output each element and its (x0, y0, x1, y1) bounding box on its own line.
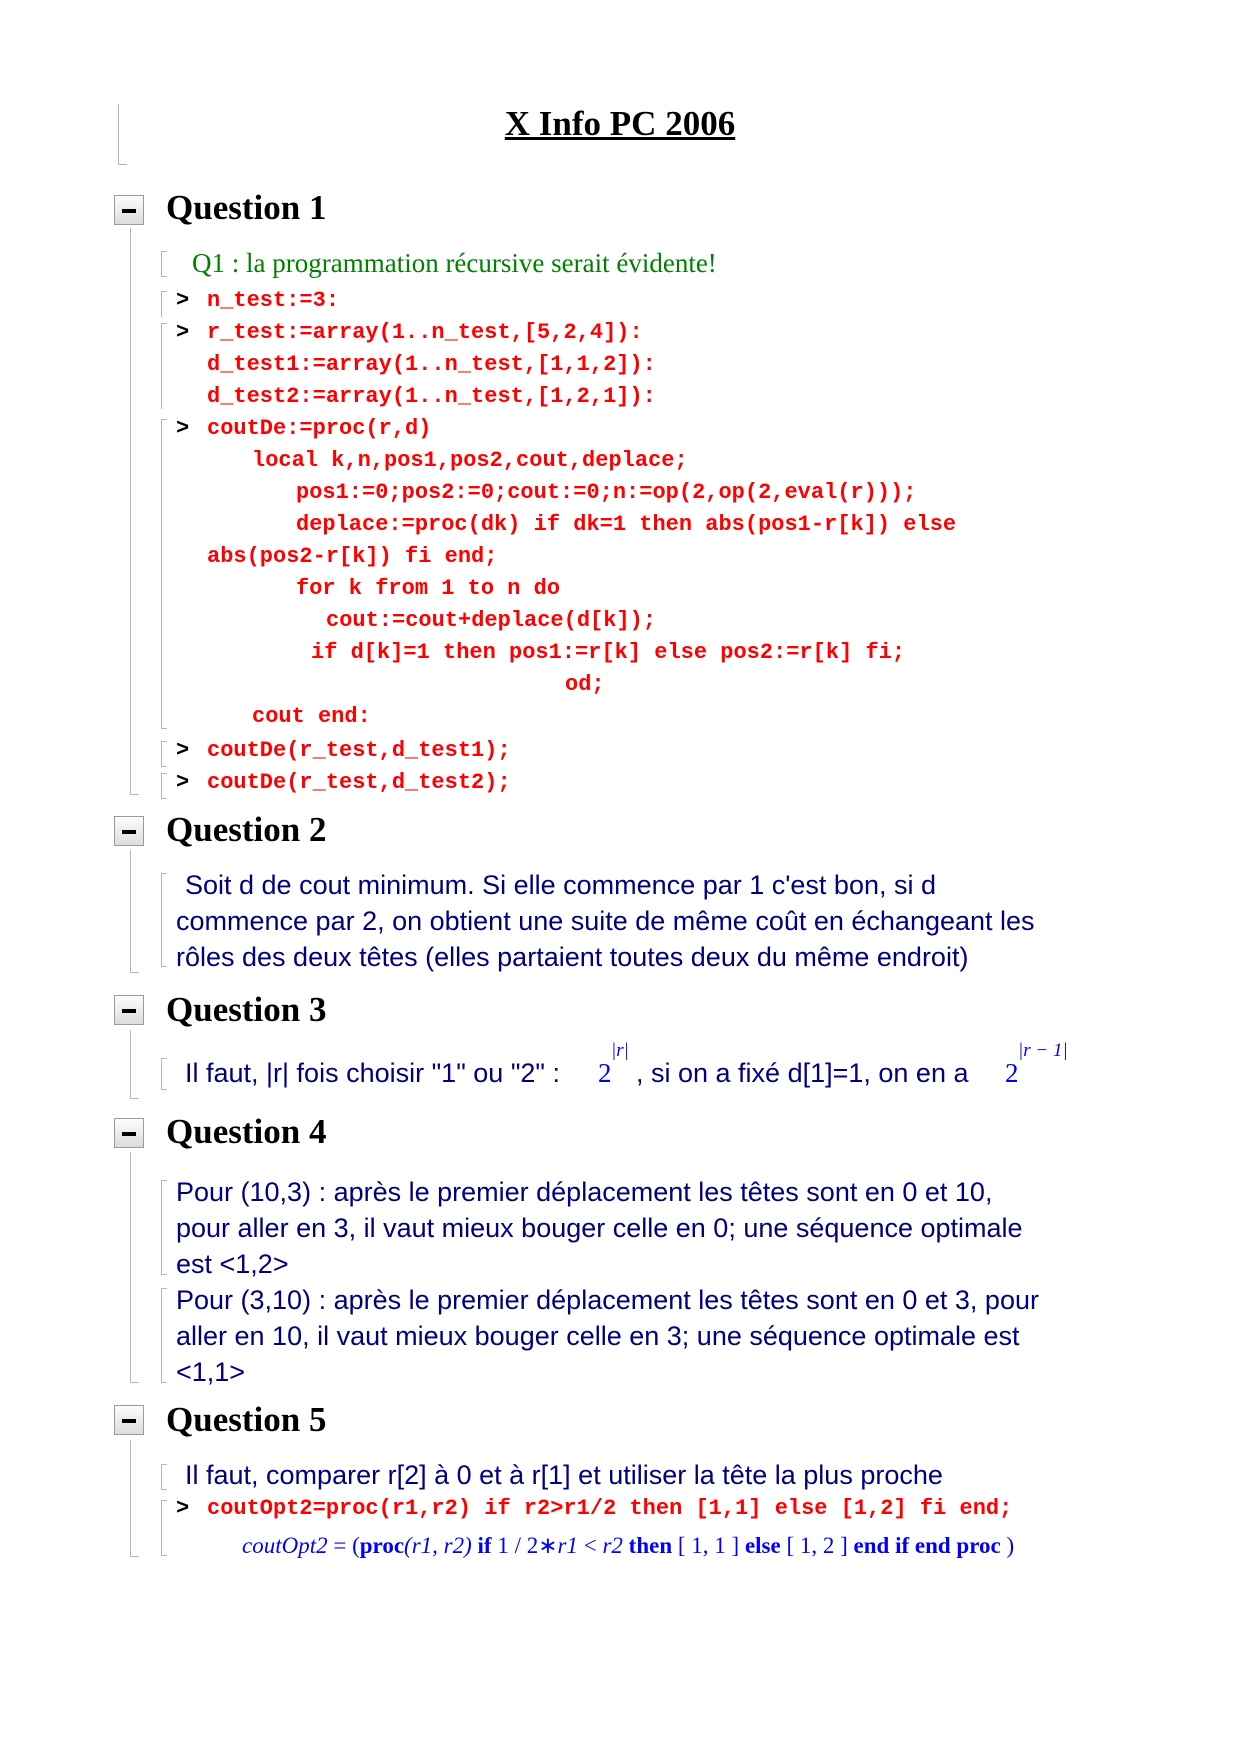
code-line-16[interactable]: coutDe(r_test,d_test2); (207, 770, 511, 795)
code-line-11[interactable]: cout:=cout+deplace(d[k]); (326, 608, 657, 633)
q5-out-eq: = ( (327, 1533, 360, 1558)
q5-out-if: if (477, 1533, 492, 1558)
q3-text-a: Il faut, |r| fois choisir "1" ou "2" : (185, 1058, 561, 1088)
q5-out-else: else (744, 1533, 781, 1558)
code-line-14[interactable]: cout end: (252, 704, 371, 729)
prompt-4: > (176, 738, 190, 763)
q4-line-3: est <1,2> (176, 1249, 289, 1279)
code-line-9[interactable]: abs(pos2-r[k]) fi end; (207, 544, 498, 569)
q3-pow-a-base: 2 (598, 1058, 612, 1088)
q5-comment-bracket (161, 1464, 167, 1490)
q2-line-3: rôles des deux têtes (elles partaient toutes deux du même endroit) (176, 942, 969, 972)
q5-out-lt: < (577, 1533, 603, 1558)
q1-group4-bracket (161, 741, 167, 767)
q4-line-6: <1,1> (176, 1357, 246, 1387)
code-line-15[interactable]: coutDe(r_test,d_test1); (207, 738, 511, 763)
prompt-3: > (176, 416, 190, 441)
q5-out-star: ∗ (538, 1533, 558, 1558)
code-line-7[interactable]: pos1:=0;pos2:=0;cout:=0;n:=op(2,op(2,eval(r))); (296, 480, 917, 505)
q4-heading: Question 4 (166, 1112, 327, 1151)
q5-out-v2: [ 1, 2 ] (780, 1533, 854, 1558)
q5-out-proc: proc (359, 1533, 405, 1558)
q3-pow-b-base: 2 (1005, 1058, 1019, 1088)
q5-output (242, 1533, 1014, 1559)
code-line-3[interactable]: d_test1:=array(1..n_test,[1,1,2]): (207, 352, 656, 377)
code-line-12[interactable]: if d[k]=1 then pos1:=r[k] else pos2:=r[k] fi; (311, 640, 906, 665)
q4-collapse-minus-icon[interactable] (114, 1118, 144, 1148)
q1-group1-bracket (161, 291, 167, 317)
code-line-10[interactable]: for k from 1 to n do (296, 576, 561, 601)
q3-text-b: , si on a fixé d[1]=1, on en a (636, 1058, 969, 1088)
q5-heading: Question 5 (166, 1400, 327, 1439)
q5-out-args: (r1, r2) (404, 1533, 478, 1558)
code-line-8[interactable]: deplace:=proc(dk) if dk=1 then abs(pos1-r[k]) else (296, 512, 957, 537)
q2-text-bracket (161, 873, 167, 967)
code-line-6[interactable]: local k,n,pos1,pos2,cout,deplace; (252, 448, 688, 473)
q4-section-bracket (130, 1152, 139, 1383)
q5-out-close: ) (1000, 1533, 1015, 1558)
page-title: X Info PC 2006 (504, 104, 736, 143)
q5-out-then: then (622, 1533, 673, 1558)
code-line-1[interactable]: n_test:=3: (207, 288, 340, 313)
q4-text-bracket-2 (161, 1288, 167, 1383)
q1-section-bracket (130, 228, 139, 795)
q4-line-5: aller en 10, il vaut mieux bouger celle en 3; une séquence optimale est (176, 1321, 1020, 1351)
q1-group2-bracket (161, 323, 167, 409)
q2-line-1: Soit d de cout minimum. Si elle commence par 1 c'est bon, si d (185, 870, 936, 900)
code-line-5[interactable]: coutDe:=proc(r,d) (207, 416, 432, 441)
q1-group5-bracket (161, 773, 167, 799)
q5-out-name: coutOpt2 (242, 1533, 328, 1558)
prompt-5: > (176, 770, 190, 795)
q5-out-cond-c: r2 (602, 1533, 623, 1558)
q5-code-line[interactable]: coutOpt2=proc(r1,r2) if r2>r1/2 then [1,1] else [1,2] fi end; (207, 1496, 1013, 1521)
q2-collapse-minus-icon[interactable] (114, 816, 144, 846)
q5-out-cond-b: r1 (557, 1533, 578, 1558)
q5-comment: Il faut, comparer r[2] à 0 et à r[1] et utiliser la tête la plus proche (185, 1460, 943, 1490)
q4-line-1: Pour (10,3) : après le premier déplacement les têtes sont en 0 et 10, (176, 1177, 993, 1207)
q5-prompt: > (176, 1496, 190, 1521)
prompt-1: > (176, 288, 190, 313)
q3-pow-a-exp: |r| (611, 1040, 629, 1061)
q4-line-4: Pour (3,10) : après le premier déplacement les têtes sont en 0 et 3, pour (176, 1285, 1039, 1315)
q5-collapse-minus-icon[interactable] (114, 1405, 144, 1435)
q5-exec-bracket (161, 1500, 167, 1556)
q1-group3-bracket (161, 419, 167, 729)
q1-collapse-minus-icon[interactable] (114, 195, 144, 225)
q2-heading: Question 2 (166, 810, 327, 849)
q1-comment-bracket (161, 251, 167, 277)
q1-heading: Question 1 (166, 188, 327, 227)
q3-pow-b-exp: |r − 1| (1018, 1040, 1068, 1061)
q4-line-2: pour aller en 3, il vaut mieux bouger celle en 0; une séquence optimale (176, 1213, 1023, 1243)
q2-section-bracket (130, 850, 139, 973)
q5-section-bracket (130, 1440, 139, 1557)
q3-section-bracket (130, 1030, 139, 1099)
code-line-2[interactable]: r_test:=array(1..n_test,[5,2,4]): (207, 320, 643, 345)
q5-out-end: end if end proc (853, 1533, 1001, 1558)
prompt-2: > (176, 320, 190, 345)
q5-out-cond-a: 1 / 2 (491, 1533, 539, 1558)
q1-comment: Q1 : la programmation récursive serait évidente! (192, 248, 717, 278)
code-line-13[interactable]: od; (565, 672, 605, 697)
q3-heading: Question 3 (166, 990, 327, 1029)
q2-line-2: commence par 2, on obtient une suite de même coût en échangeant les (176, 906, 1035, 936)
code-line-4[interactable]: d_test2:=array(1..n_test,[1,2,1]): (207, 384, 656, 409)
q5-out-v1: [ 1, 1 ] (672, 1533, 745, 1558)
q3-text-bracket (161, 1058, 167, 1090)
q3-collapse-minus-icon[interactable] (114, 995, 144, 1025)
q4-text-bracket-1 (161, 1180, 167, 1275)
